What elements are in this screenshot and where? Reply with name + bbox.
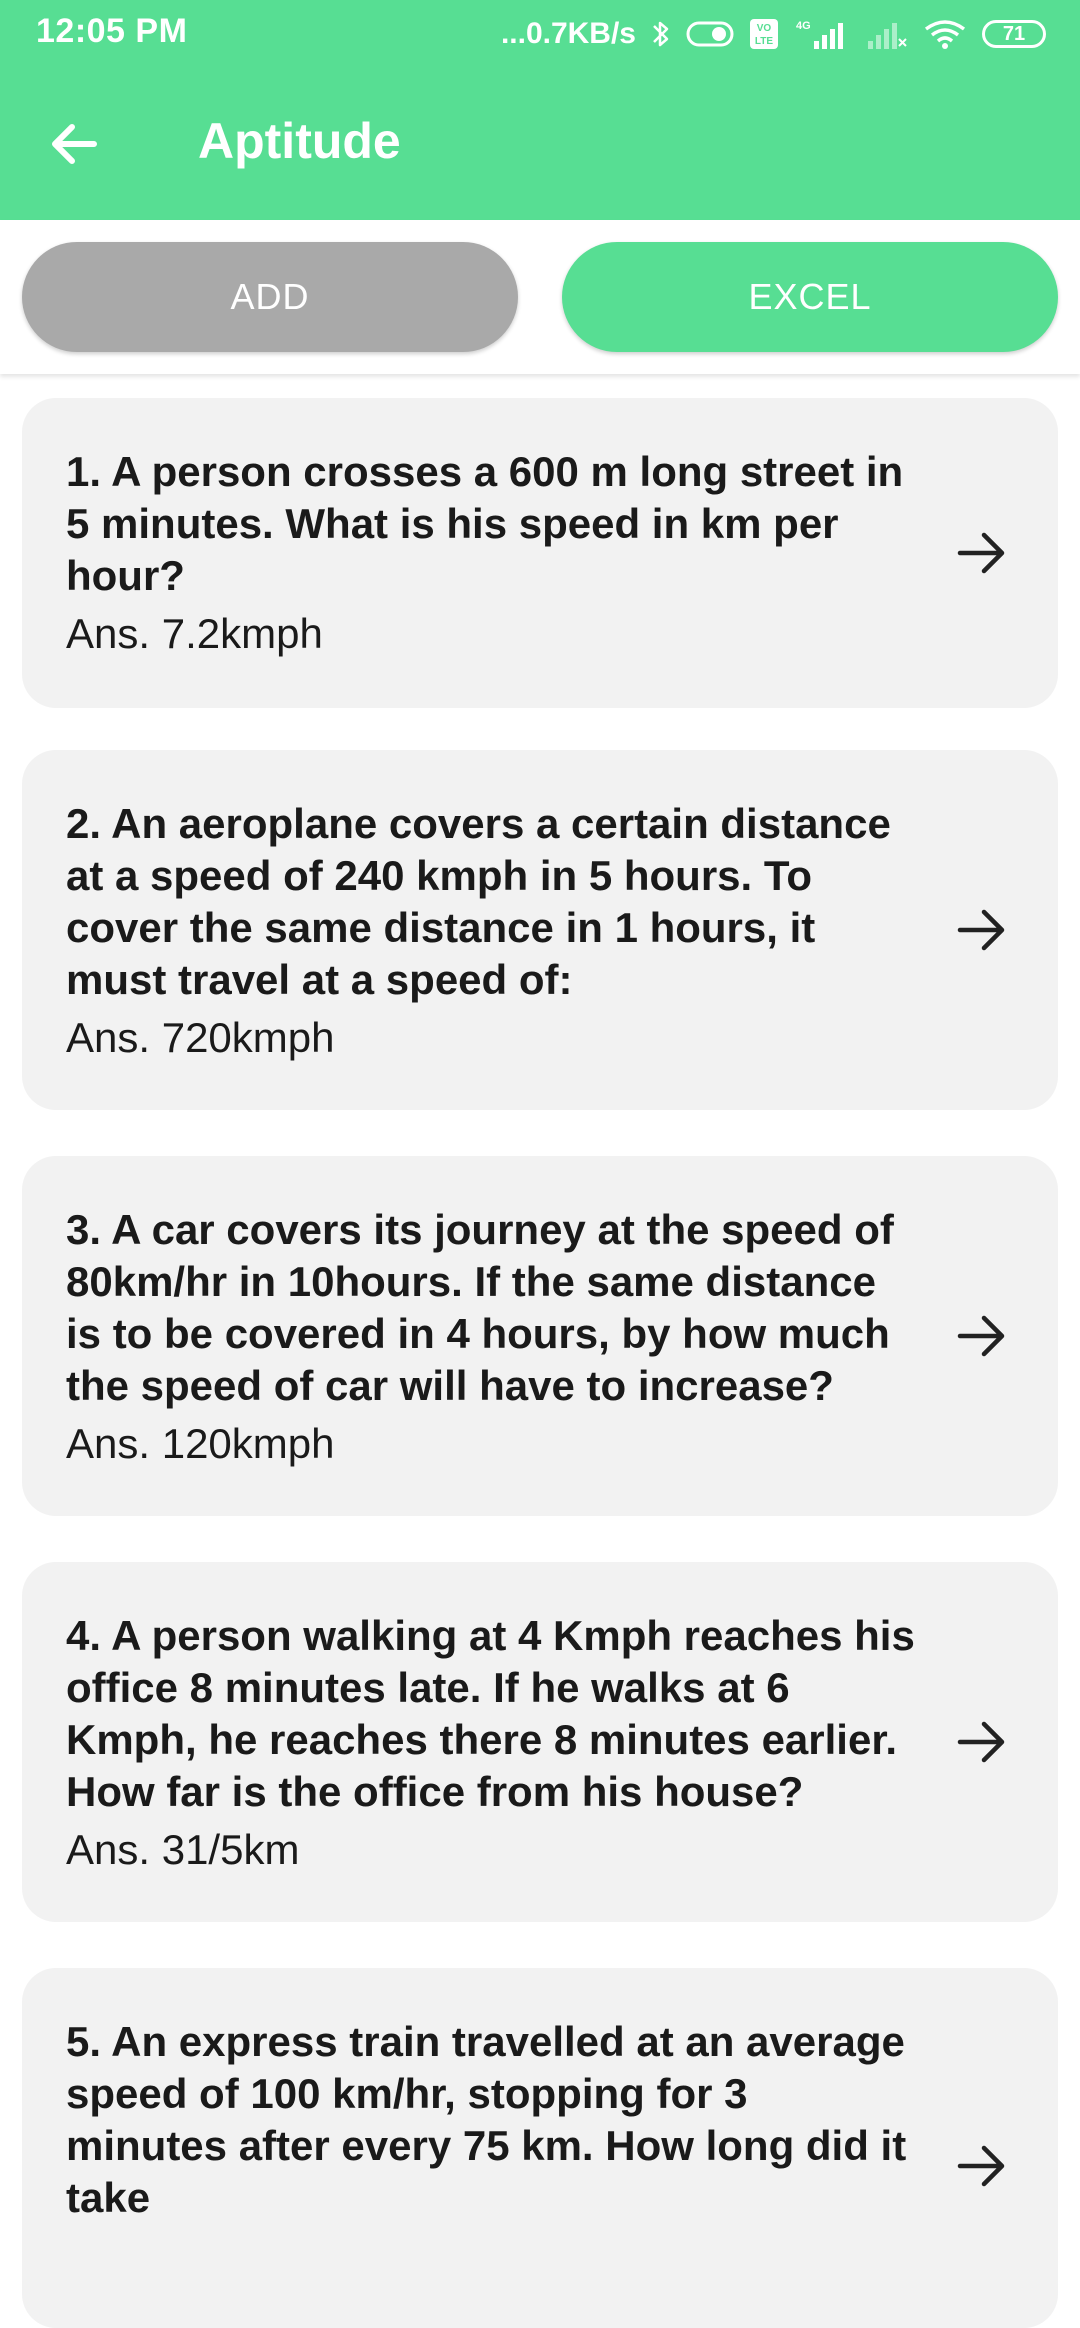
- question-card[interactable]: [22, 1968, 1058, 2328]
- question-text: 4. A person walking at 4 Kmph reaches his office 8 minutes late. If he walks at 6 Kmph, he reaches there 8 minutes earlier. How far is the office from his house?: [66, 1612, 915, 1815]
- signal-weak-icon: [864, 17, 908, 51]
- network-speed: ...0.7KB/s: [500, 17, 636, 50]
- question-card[interactable]: [22, 1156, 1058, 1516]
- volte-icon: [748, 17, 780, 51]
- status-icons: [501, 12, 1046, 56]
- app-bar: [0, 0, 1080, 220]
- question-text: 5. An express train travelled at an average speed of 100 km/hr, stopping for 3 minutes after every 75 km. How long did it take: [66, 2018, 907, 2221]
- svg-text:4G: 4G: [796, 20, 811, 32]
- question-card[interactable]: [22, 750, 1058, 1110]
- question-text: 2. An aeroplane covers a certain distance at a speed of 240 kmph in 5 hours. To cover the same distance in 1 hours, it must travel at a speed of:: [66, 800, 891, 1003]
- question-card[interactable]: [22, 398, 1058, 708]
- page-title: Aptitude: [198, 113, 401, 169]
- svg-text:LTE: LTE: [754, 36, 774, 47]
- arrow-right-icon[interactable]: [954, 1714, 1010, 1770]
- signal-4g-icon: [794, 17, 850, 51]
- battery-indicator: 71: [982, 20, 1046, 48]
- bluetooth-icon: [650, 17, 672, 51]
- answer-text: Ans. 31/5km: [66, 1826, 300, 1873]
- answer-text: Ans. 120kmph: [66, 1420, 335, 1467]
- question-card[interactable]: [22, 1562, 1058, 1922]
- status-bar: [0, 0, 1080, 66]
- excel-button[interactable]: EXCEL: [562, 242, 1058, 352]
- arrow-right-icon[interactable]: [954, 2138, 1010, 2194]
- answer-text: Ans. 720kmph: [66, 1014, 335, 1061]
- action-row: [0, 220, 1080, 374]
- question-text: 1. A person crosses a 600 m long street in 5 minutes. What is his speed in km per hour?: [66, 448, 904, 599]
- question-text: 3. A car covers its journey at the speed of 80km/hr in 10hours. If the same distance is to be covered in 4 hours, by how much the speed of car will have to increase?: [66, 1206, 894, 1409]
- arrow-right-icon[interactable]: [954, 1308, 1010, 1364]
- arrow-right-icon[interactable]: [954, 525, 1010, 581]
- question-list[interactable]: [0, 374, 1080, 2221]
- answer-text: Ans. 7.2kmph: [66, 610, 323, 657]
- status-time: 12:05 PM: [36, 12, 188, 50]
- wifi-icon: [922, 17, 968, 51]
- svg-text:VO: VO: [756, 23, 772, 34]
- arrow-right-icon[interactable]: [954, 902, 1010, 958]
- toggle-icon: [686, 18, 734, 50]
- add-button[interactable]: ADD: [22, 242, 518, 352]
- back-arrow-icon[interactable]: [38, 104, 118, 184]
